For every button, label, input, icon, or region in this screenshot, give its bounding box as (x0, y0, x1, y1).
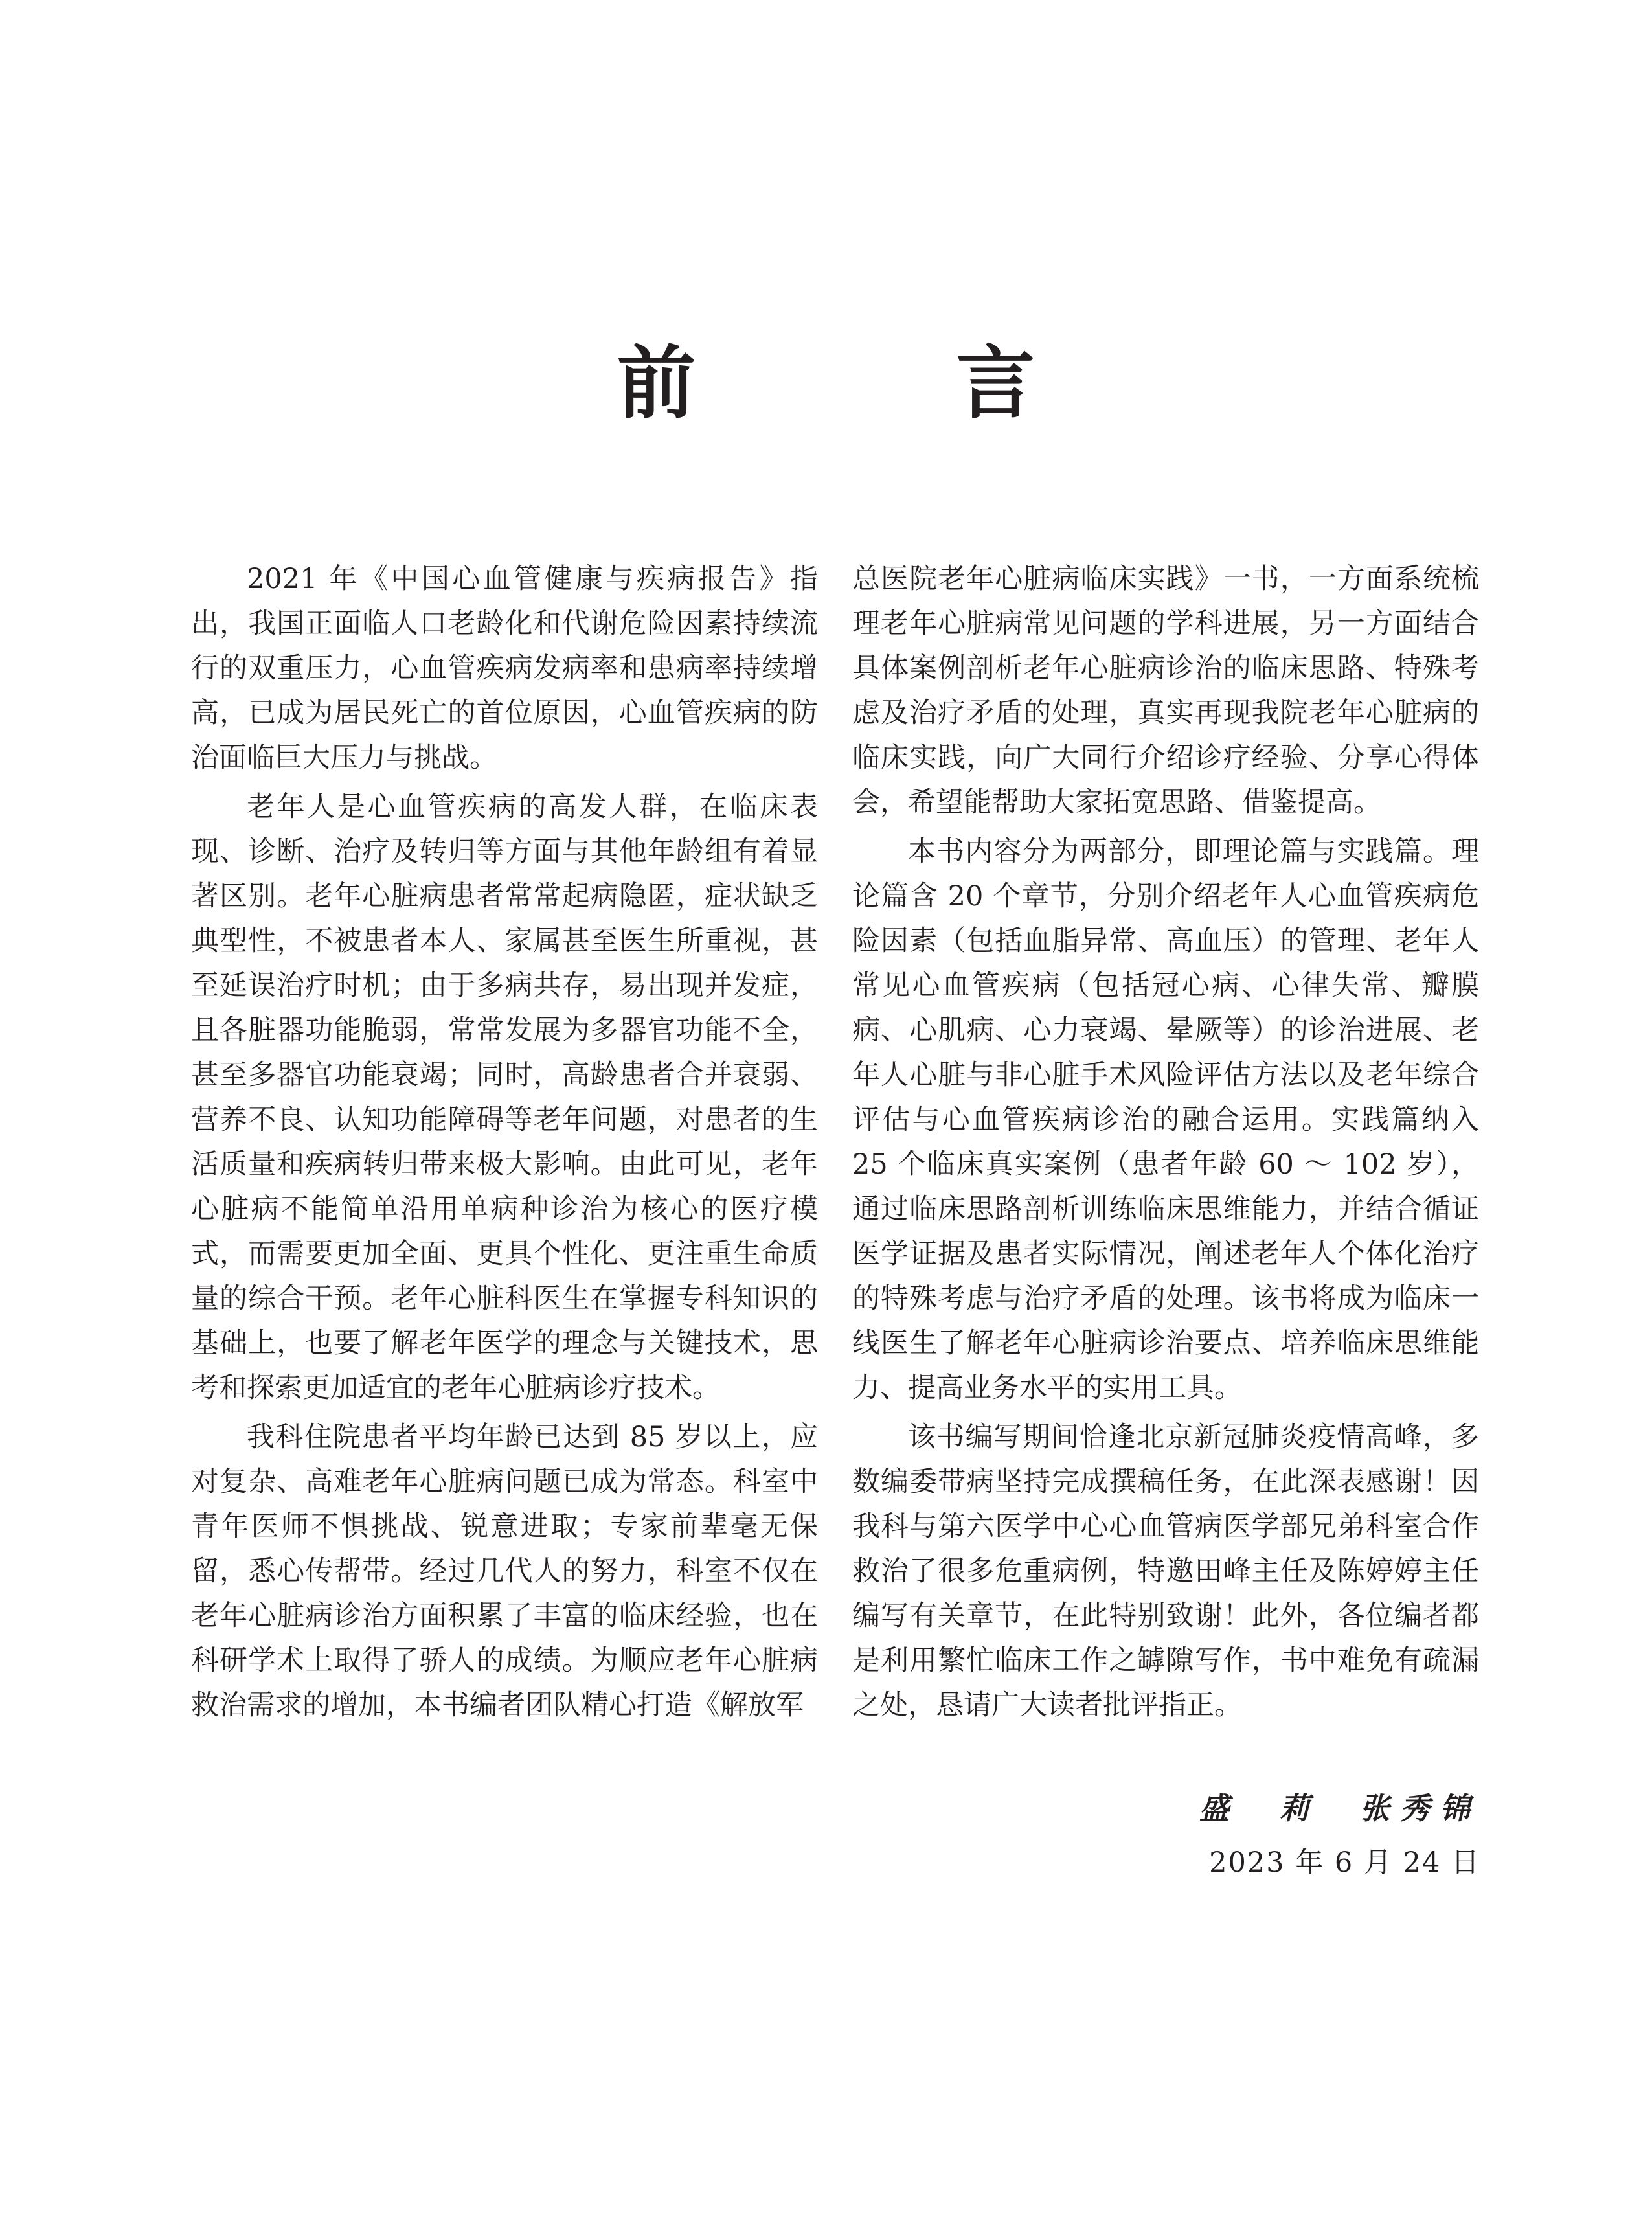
paragraph: 老年人是心血管疾病的高发人群，在临床表现、诊断、治疗及转归等方面与其他年龄组有着显著区别。老年心脏病患者常常起病隐匿，症状缺乏典型性，不被患者本人、家属甚至医生所重视，甚至延误治疗时机；由于多病共存，易出现并发症，且各脏器功能脆弱，常常发展为多器官功能不全，甚至多器官功能衰竭；同时，高龄患者合并衰弱、营养不良、认知功能障碍等老年问题，对患者的生活质量和疾病转归带来极大影响。由此可见，老年心脏病不能简单沿用单病种诊治为核心的医疗模式，而需要更加全面、更具个性化、更注重生命质量的综合干预。老年心脏科医生在掌握专科知识的基础上，也要了解老年医学的理念与关键技术，思考和探索更加适宜的老年心脏病诊疗技术。 (191, 791, 818, 1404)
paragraph: 该书编写期间恰逢北京新冠肺炎疫情高峰，多数编委带病坚持完成撰稿任务，在此深表感谢！因我科与第六医学中心心血管病医学部兄弟科室合作救治了很多危重病例，特邀田峰主任及陈婷婷主任编写有关章节，在此特别致谢！此外，各位编者都是利用繁忙临床工作之罅隙写作，书中难免有疏漏之处，恳请广大读者批评指正。 (852, 1421, 1479, 1721)
signature-date: 2023 年 6 月 24 日 (1209, 1846, 1480, 1879)
page-title: 前 言 (617, 336, 1126, 429)
paragraph: 2021 年《中国心血管健康与疾病报告》指出，我国正面临人口老龄化和代谢危险因素持续流行的双重压力，心血管疾病发病率和患病率持续增高，已成为居民死亡的首位原因，心血管疾病的防治面临巨大压力与挑战。 (191, 563, 818, 774)
paragraph: 本书内容分为两部分，即理论篇与实践篇。理论篇含 20 个章节，分别介绍老年人心血管疾病危险因素（包括血脂异常、高血压）的管理、老年人常见心血管疾病（包括冠心病、心律失常、瓣膜病、心肌病、心力衰竭、晕厥等）的诊治进展、老年人心脏与非心脏手术风险评估方法以及老年综合评估与心血管疾病诊治的融合运用。实践篇纳入 25 个临床真实案例（患者年龄 60 ～ 102 岁），通过临床思路剖析训练临床思维能力，并结合循证医学证据及患者实际情况，阐述老年人个体化治疗的特殊考虑与治疗矛盾的处理。该书将成为临床一线医生了解老年心脏病诊治要点、培养临床思维能力、提高业务水平的实用工具。 (852, 835, 1479, 1404)
right-column (852, 557, 1479, 1732)
left-column (191, 557, 818, 1732)
paragraph-continued: 总医院老年心脏病临床实践》一书，一方面系统梳理老年心脏病常见问题的学科进展，另一方面结合具体案例剖析老年心脏病诊治的临床思路、特殊考虑及治疗矛盾的处理，真实再现我院老年心脏病的临床实践，向广大同行介绍诊疗经验、分享心得体会，希望能帮助大家拓宽思路、借鉴提高。 (852, 563, 1479, 819)
author-signature: 盛 莉 张秀锦 (1199, 1791, 1480, 1826)
paragraph: 我科住院患者平均年龄已达到 85 岁以上，应对复杂、高难老年心脏病问题已成为常态。科室中青年医师不惧挑战、锐意进取；专家前辈毫无保留，悉心传帮带。经过几代人的努力，科室不仅在老年心脏病诊治方面积累了丰富的临床经验，也在科研学术上取得了骄人的成绩。为顺应老年心脏病救治需求的增加，本书编者团队精心打造《解放军 (191, 1421, 818, 1721)
